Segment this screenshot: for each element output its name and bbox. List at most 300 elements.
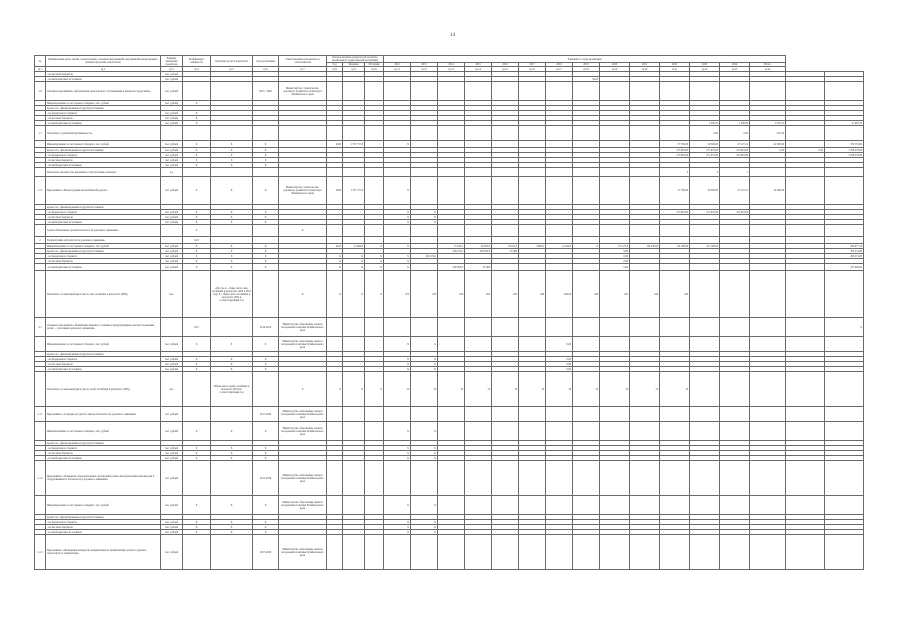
row-value: 353 535,94 [825,141,864,148]
column-number: гр.21 [660,67,690,72]
row-value [720,271,750,318]
row-value [600,237,630,244]
row-executor [279,168,327,177]
row-coefficient [183,271,211,318]
row-value: 1 557 757,8 [343,141,365,148]
row-term: X [253,367,279,372]
row-value [573,126,600,141]
row-value [411,318,438,337]
row-value [438,82,465,101]
row-value [465,237,492,244]
row-term [253,168,279,177]
row-value [600,177,630,205]
row-value [411,407,438,422]
row-value: 42 000,00 [750,141,786,148]
row-value: 1 058 476,00 [825,148,864,153]
column-number: гр.3 [161,67,183,72]
row-value: 10 [630,372,660,407]
row-value [492,318,519,337]
row-value [546,264,573,271]
row-method: X [211,367,253,372]
row-value [492,168,519,177]
row-value: X [411,220,438,225]
row-value [438,337,465,352]
row-value [365,168,384,177]
row-value [690,237,720,244]
row-value [630,422,660,441]
table-row [35,535,864,570]
row-value: X [365,264,384,271]
row-name: кроме того, финансирование из других источников: [46,106,161,111]
row-value: X [343,264,365,271]
row-value [465,177,492,205]
row-value: X [384,530,411,535]
row-coefficient: X [183,210,211,215]
row-value [546,237,573,244]
row-unit: тыс. рублей [161,254,183,259]
column-number: гр.6 [253,67,279,72]
row-value [343,535,365,570]
row-value [690,337,720,352]
row-value: 200 474,00 [825,254,864,259]
row-coefficient: 0,01 [183,318,211,337]
row-value [600,535,630,570]
column-number: гр.1 [35,67,46,72]
row-executor: Министерство образования, науки и молодежной политики Забайкальского края [279,461,327,496]
row-value [327,461,343,496]
row-value [327,225,343,237]
row-value [660,225,690,237]
row-coefficient [183,168,211,177]
row-value [519,141,546,148]
row-unit [161,318,183,337]
row-value [438,225,465,237]
row-term: X [253,337,279,352]
row-name: Показатель «Суммарная протяженность» [46,126,161,141]
row-value [786,225,825,237]
row-unit: тыс. рублей [161,530,183,535]
row-value: 263 [492,271,519,318]
row-name: - из федерального бюджета [46,111,161,116]
row-value [343,126,365,141]
row-value: 47 127,12 [720,177,750,205]
row-unit: тыс. рублей [161,111,183,116]
row-value [720,461,750,496]
row-term: X [253,422,279,441]
row-unit: тыс. рублей [161,177,183,205]
row-value [690,422,720,441]
row-term: X [253,456,279,461]
row-unit: тыс. рублей [161,249,183,254]
row-name: Мероприятие «Оснащение образовательных организаций учебно-методическими комплексами и оборудованием по безопасности дорожного движения» [46,461,161,496]
row-value: X [384,215,411,220]
row-coefficient: X [183,254,211,259]
row-value [825,407,864,422]
row-value [825,496,864,515]
row-value [365,177,384,205]
row-value: X [411,451,438,456]
row-value [825,372,864,407]
row-coefficient: X [183,496,211,515]
row-value: 2 031,31 [750,121,786,126]
row-unit: тыс. рублей [161,215,183,220]
row-value [546,141,573,148]
row-value [343,461,365,496]
row-value: 15 542,3 [438,244,465,249]
row-value [327,535,343,570]
row-value [411,225,438,237]
row-name: Показатель «Количество введенных в эксплуатацию объектов» [46,168,161,177]
row-value [720,535,750,570]
row-name: Задача «Повышение уровня безопасности дорожного движения» [46,225,161,237]
row-value [720,225,750,237]
row-method: X [211,520,253,525]
row-value [750,337,786,352]
row-value [384,535,411,570]
row-term: X [253,446,279,451]
column-number: гр.18 [573,67,600,72]
row-executor: X [279,225,327,237]
row-number: 1.7.1 [35,177,46,205]
row-value [546,422,573,441]
row-unit: тыс. рублей [161,525,183,530]
row-method [211,318,253,337]
row-number [35,271,46,318]
row-value: 415 961,00 [720,210,750,215]
table-row [35,264,864,271]
row-value [630,82,660,101]
row-value: X [825,318,864,337]
row-value [343,337,365,352]
row-value [327,82,343,101]
row-value: X [384,362,411,367]
row-term: X [253,525,279,530]
row-value: 273 995,00 [660,210,690,215]
row-value [630,407,660,422]
row-value [327,407,343,422]
row-value [492,461,519,496]
column-number: гр.22 [690,67,720,72]
row-method [211,237,253,244]
row-name: Основное мероприятие «Повышение правового сознания и предупреждение опасного поведения детей — участников дорожного движения» [46,318,161,337]
row-value: 55 000 [492,249,519,254]
row-term: 2014-2020 [253,318,279,337]
row-unit: тыс. рублей [161,72,183,77]
row-value: X [365,254,384,259]
row-method: А/Б, где А - общее число лиц, погибших в результате ДТП в 2012 году; Б - общее число погибших в результате ДТП в соответствующий год [211,271,253,318]
row-value [600,422,630,441]
row-value: X [384,254,411,259]
row-value: 415 961,00 [720,148,750,153]
row-value [519,422,546,441]
row-value [365,535,384,570]
row-value: 30,00 [573,77,600,82]
row-value: 12 666,8 [343,244,365,249]
row-value [573,461,600,496]
row-term: X [253,249,279,254]
row-executor: Министерство образования, науки и молодежной политики Забайкальского края [279,318,327,337]
row-value [750,225,786,237]
year-header: Итого [750,63,786,67]
row-unit: тыс. рублей [161,362,183,367]
row-value: 2015 [327,244,343,249]
row-method: X [211,148,253,153]
row-unit: тыс. рублей [161,82,183,101]
row-value [825,177,864,205]
row-value: 0,00 [600,249,630,254]
row-value [600,318,630,337]
row-value [438,535,465,570]
row-value: 10 [438,372,465,407]
row-value: X [411,456,438,461]
row-value: 455,34 [750,126,786,141]
row-unit: тыс. рублей [161,210,183,215]
row-method [211,461,253,496]
row-value [825,225,864,237]
column-number: гр.5 [211,67,253,72]
row-method: X [211,451,253,456]
table-row [35,407,864,422]
year-header: 2019 [573,63,600,67]
row-value: 200 000,0 [465,249,492,254]
row-value [630,337,660,352]
base-subheader: Источник [365,63,384,67]
row-unit: тыс. рублей [161,461,183,496]
row-coefficient [183,407,211,422]
row-coefficient: X [183,158,211,163]
row-coefficient: X [183,163,211,168]
row-value: X [343,271,365,318]
row-value: 10 [411,372,438,407]
row-coefficient: X [183,451,211,456]
row-method: X [211,249,253,254]
row-name: Мероприятие «Создание ресурсного центра безопасности дорожного движения» [46,407,161,422]
row-value: 273 995,00 [660,153,690,158]
row-value [825,461,864,496]
row-number: 1.6 [35,82,46,101]
row-value: X [411,496,438,515]
row-coefficient [183,535,211,570]
row-value: X [327,271,343,318]
row-value: 10 [465,372,492,407]
row-value [630,237,660,244]
row-value [384,126,411,141]
row-value [690,461,720,496]
row-value: X [384,220,411,225]
row-term: X [253,496,279,515]
row-value [750,271,786,318]
row-value [786,237,825,244]
row-value [343,496,365,515]
row-value: 255 000,00 [825,264,864,271]
row-value [343,82,365,101]
row-value [492,337,519,352]
year-header: 2017 [519,63,546,67]
row-value [573,168,600,177]
row-value: 0,00 [600,264,630,271]
col-number-header: № [35,56,46,67]
row-unit: тыс. рублей [161,141,183,148]
row-value [825,337,864,352]
row-method [211,168,253,177]
row-value [573,337,600,352]
row-coefficient: X [183,116,211,121]
row-value [438,461,465,496]
column-number: гр.15 [492,67,519,72]
row-term: X [253,264,279,271]
row-value [438,318,465,337]
row-term: 2015 - 2020 [253,82,279,101]
row-value: X [384,496,411,515]
year-header: 2018 [546,63,573,67]
row-value [630,535,660,570]
row-value: 248,00 [546,271,573,318]
row-value [786,177,825,205]
row-value [750,407,786,422]
row-unit: тыс. рублей [161,451,183,456]
row-value [343,225,365,237]
row-value: X [343,259,365,264]
row-value: X [411,422,438,441]
row-value [630,141,660,148]
row-coefficient [183,372,211,407]
row-value [384,82,411,101]
row-value: 26 500,00 [690,177,720,205]
row-value: 244 [630,271,660,318]
row-value [411,141,438,148]
row-name: Показатель «Социальный риск (число детей, погибших в результате ДТП)» [46,372,161,407]
row-value [519,318,546,337]
row-value [546,126,573,141]
row-number: 1.7 [35,126,46,141]
row-value [573,237,600,244]
base-subheader: Год [327,63,343,67]
row-value [492,82,519,101]
row-value: 11 695,52 [825,121,864,126]
row-method [211,407,253,422]
table-row [35,337,864,352]
row-value [384,237,411,244]
row-value [465,337,492,352]
row-value [690,496,720,515]
row-value [465,168,492,177]
row-value [465,225,492,237]
col-unit-header: Единица измерения показателя [161,56,183,67]
row-value [750,237,786,244]
row-value [750,318,786,337]
row-method [211,82,253,101]
row-value [600,496,630,515]
row-coefficient: 0,25 [183,237,211,244]
row-number: 2 [35,237,46,244]
row-value: X [384,451,411,456]
row-number: 2.1 [35,318,46,337]
row-value [519,82,546,101]
row-value: 584 677,16 [825,244,864,249]
row-value [573,535,600,570]
row-value [384,407,411,422]
row-value [411,82,438,101]
row-value [492,177,519,205]
row-method: X [211,456,253,461]
row-value [546,318,573,337]
row-method [211,126,253,141]
row-term: X [253,153,279,158]
row-value [411,126,438,141]
row-value: 1 400,22 [690,121,720,126]
row-coefficient: X [183,530,211,535]
row-value [465,496,492,515]
row-method: X [211,362,253,367]
row-value [600,82,630,101]
row-value [438,141,465,148]
row-value [492,407,519,422]
row-unit: тыс. рублей [161,158,183,163]
row-name: - из внебюджетных источников [46,220,161,225]
row-coefficient: X [183,446,211,451]
row-executor: Министерство образования, науки и молодежной политики Забайкальского края [279,407,327,422]
row-value [519,535,546,570]
row-value [411,461,438,496]
row-value [825,82,864,101]
page-number: 14 [450,33,455,38]
row-value [546,461,573,496]
row-value [546,496,573,515]
row-value [690,535,720,570]
row-value: 415 961,00 [720,153,750,158]
row-name: кроме того, финансирование из других источников: [46,441,161,446]
row-term: X [253,244,279,249]
row-value [720,264,750,271]
row-value [690,271,720,318]
table-row [35,461,864,496]
row-value [786,407,825,422]
row-value [327,237,343,244]
row-name: Мероприятие «Реконструкция автомобильной дороги» [46,177,161,205]
row-unit: тыс. рублей [161,367,183,372]
row-value: 256 [438,271,465,318]
row-executor: Министерство образования, науки и молодежной политики Забайкальского края [279,496,327,515]
row-unit: тыс. рублей [161,337,183,352]
row-value [750,168,786,177]
row-method: X [211,163,253,168]
row-method: X [211,244,253,249]
row-value [786,271,825,318]
table-row [35,168,864,177]
row-value: 119 530,00 [630,244,660,249]
row-executor [279,141,327,148]
row-value: X [365,271,384,318]
row-value [573,496,600,515]
row-value: X [573,244,600,249]
year-header: 2022 [660,63,690,67]
row-value: X [343,372,365,407]
row-method: X [211,153,253,158]
row-name: - из федерального бюджета [46,153,161,158]
row-name: Подпрограмма «Безопасность дорожного движения» [46,237,161,244]
row-term [253,126,279,141]
row-value [600,225,630,237]
row-value: X [365,372,384,407]
row-value [660,264,690,271]
row-value [492,126,519,141]
row-name: - из внебюджетных источников [46,121,161,126]
row-value [660,237,690,244]
row-unit: тыс. рублей [161,116,183,121]
row-term: X [253,163,279,168]
row-unit: тыс. рублей [161,220,183,225]
row-value [573,141,600,148]
